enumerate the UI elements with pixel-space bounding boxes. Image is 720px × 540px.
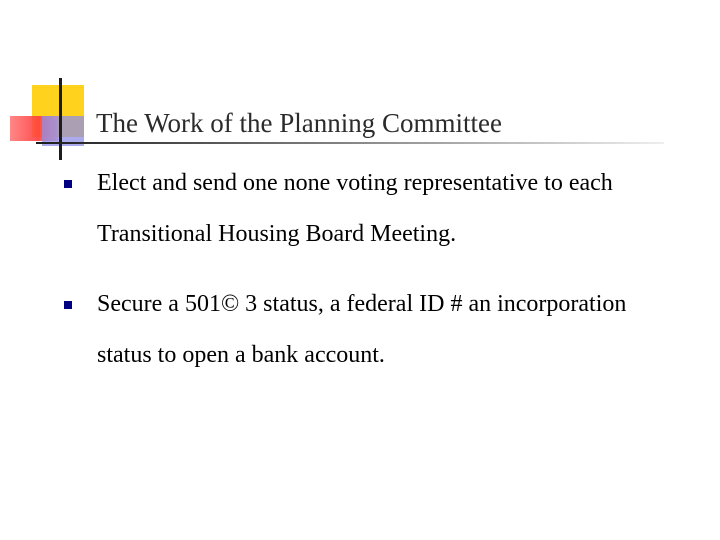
logo-vertical-line: [59, 78, 62, 160]
bullet-square-icon: [64, 180, 72, 188]
slide-title: The Work of the Planning Committee: [96, 108, 503, 138]
decorative-logo: [0, 0, 120, 170]
bullet-text: Secure a 501© 3 status, a federal ID # an incorporation status to open a bank account.: [97, 291, 627, 368]
title-underline: [36, 142, 664, 144]
bullet-square-icon: [64, 301, 72, 309]
bullet-text: Elect and send one none voting representative to each Transitional Housing Board Meeting.: [97, 170, 613, 247]
